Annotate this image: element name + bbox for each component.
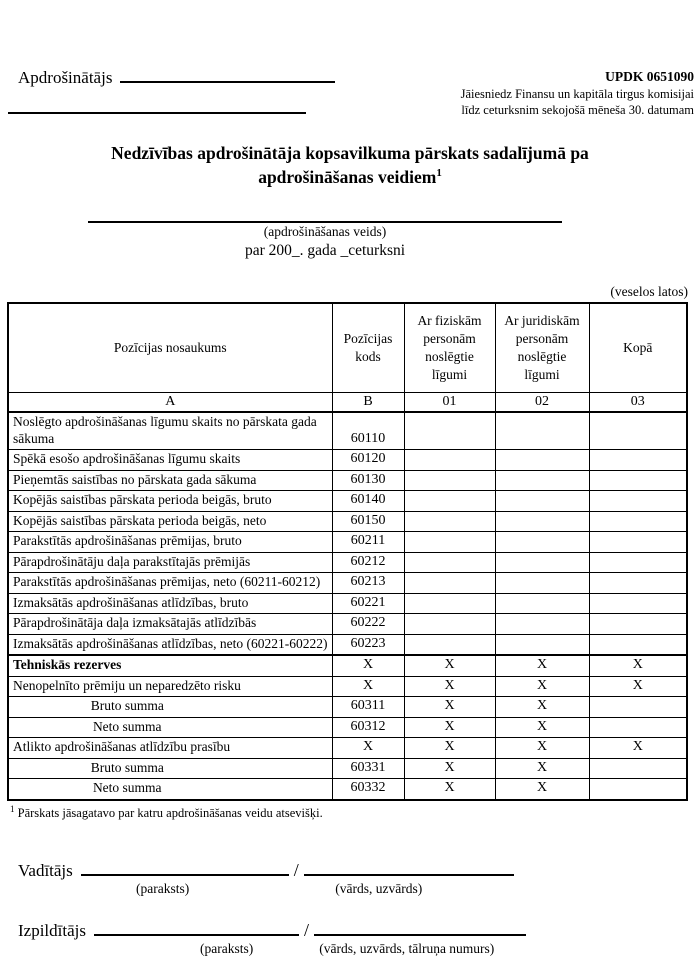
value-cell-01: X	[404, 717, 495, 738]
column-header-legal-entities: Ar juridiskām personām noslēgtie līgumi	[495, 303, 589, 393]
value-cell-01	[404, 593, 495, 614]
value-cell-02	[495, 450, 589, 471]
report-period-line: par 200_. gada _ceturksni	[244, 241, 406, 259]
column-code-02: 02	[495, 392, 589, 412]
position-name-cell: Pieņemtās saistības no pārskata gada sākuma	[8, 470, 332, 491]
insurer-line	[18, 66, 335, 119]
value-cell-02	[495, 511, 589, 532]
value-cell-01: X	[404, 655, 495, 676]
position-code-cell: 60130	[332, 470, 404, 491]
position-code-cell: 60110	[332, 412, 404, 450]
table-row	[8, 552, 687, 573]
value-cell-01: X	[404, 738, 495, 759]
footnote	[10, 804, 700, 821]
form-title-line1: Nedzīvības apdrošinātāja kopsavilkuma pārskats sadalījumā pa	[111, 142, 589, 163]
report-table	[7, 302, 688, 801]
position-code-cell: 60312	[332, 717, 404, 738]
position-name-cell: Spēkā esošo apdrošināšanas līgumu skaits	[8, 450, 332, 471]
position-name-cell: Parakstītās apdrošināšanas prēmijas, bruto	[8, 532, 332, 553]
table-row	[8, 593, 687, 614]
insurer-blank-line	[120, 66, 335, 83]
position-code-cell: 60212	[332, 552, 404, 573]
manager-signature-caption: (paraksts)	[136, 880, 190, 896]
value-cell-03	[589, 593, 687, 614]
table-row	[8, 697, 687, 718]
submission-info	[461, 66, 694, 119]
column-header-position-code: Pozīcijas kods	[332, 303, 404, 393]
value-cell-03	[589, 412, 687, 450]
value-cell-02	[495, 491, 589, 512]
table-row	[8, 634, 687, 655]
position-code-cell: 60332	[332, 779, 404, 800]
value-cell-01: X	[404, 676, 495, 697]
units-note: (veselos latos)	[610, 283, 688, 299]
value-cell-01	[404, 491, 495, 512]
signatures-section	[18, 857, 700, 956]
value-cell-01: X	[404, 697, 495, 718]
position-code-cell: 60213	[332, 573, 404, 594]
column-code-a: A	[8, 392, 332, 412]
insurer-label: Apdrošinātājs	[18, 68, 113, 87]
value-cell-02	[495, 573, 589, 594]
column-code-01: 01	[404, 392, 495, 412]
table-row	[8, 779, 687, 800]
value-cell-03	[589, 697, 687, 718]
table-row	[8, 532, 687, 553]
table-row	[8, 470, 687, 491]
value-cell-03	[589, 717, 687, 738]
position-code-cell: 60223	[332, 634, 404, 655]
position-name-cell: Atlikto apdrošināšanas atlīdzību prasību	[8, 738, 332, 759]
value-cell-03: X	[589, 676, 687, 697]
table-row	[8, 758, 687, 779]
column-code-b: B	[332, 392, 404, 412]
position-code-cell: X	[332, 655, 404, 676]
column-header-total: Kopā	[589, 303, 687, 393]
executor-slash: /	[303, 919, 309, 940]
value-cell-02	[495, 614, 589, 635]
executor-signature-caption: (paraksts)	[200, 940, 254, 956]
executor-name-caption: (vārds, uzvārds, tālruņa numurs)	[319, 940, 495, 956]
table-row	[8, 676, 687, 697]
value-cell-01	[404, 412, 495, 450]
position-name-cell: Pārapdrošinātāju daļa parakstītajās prēmijās	[8, 552, 332, 573]
value-cell-03	[589, 614, 687, 635]
value-cell-01	[404, 532, 495, 553]
position-name-cell: Kopējās saistības pārskata perioda beigās, bruto	[8, 491, 332, 512]
position-name-cell: Bruto summa	[8, 758, 332, 779]
form-top-header	[0, 0, 700, 119]
value-cell-01	[404, 470, 495, 491]
position-code-cell: 60221	[332, 593, 404, 614]
value-cell-03: X	[589, 738, 687, 759]
value-cell-01	[404, 511, 495, 532]
value-cell-03	[589, 552, 687, 573]
manager-name-blank	[304, 857, 514, 876]
table-row	[8, 511, 687, 532]
value-cell-02	[495, 634, 589, 655]
value-cell-02: X	[495, 717, 589, 738]
insurer-blank-line-2	[8, 112, 306, 114]
table-row	[8, 450, 687, 471]
position-code-cell: X	[332, 738, 404, 759]
insurance-type-blank-line	[88, 220, 562, 223]
position-code-cell: 60222	[332, 614, 404, 635]
manager-slash: /	[293, 859, 299, 880]
position-name-cell: Izmaksātās apdrošināšanas atlīdzības, bruto	[8, 593, 332, 614]
manager-signature-block	[18, 857, 700, 897]
value-cell-03	[589, 634, 687, 655]
manager-label: Vadītājs	[18, 860, 73, 880]
position-name-cell: Parakstītās apdrošināšanas prēmijas, neto (60211-60212)	[8, 573, 332, 594]
value-cell-03	[589, 758, 687, 779]
executor-signature-block	[18, 917, 700, 956]
table-body	[8, 412, 687, 800]
position-name-cell: Neto summa	[8, 717, 332, 738]
position-code-cell: 60331	[332, 758, 404, 779]
value-cell-03	[589, 450, 687, 471]
table-row	[8, 655, 687, 676]
insurance-type-block	[88, 220, 562, 260]
table-row	[8, 412, 687, 450]
value-cell-01: X	[404, 758, 495, 779]
value-cell-01	[404, 573, 495, 594]
value-cell-03	[589, 470, 687, 491]
value-cell-02: X	[495, 779, 589, 800]
position-name-cell: Neto summa	[8, 779, 332, 800]
value-cell-02: X	[495, 738, 589, 759]
value-cell-01	[404, 634, 495, 655]
value-cell-03	[589, 532, 687, 553]
table-header-row	[8, 303, 687, 393]
position-code-cell: 60120	[332, 450, 404, 471]
position-code-cell: 60311	[332, 697, 404, 718]
value-cell-02	[495, 470, 589, 491]
form-title-line2: apdrošināšanas veidiem$^1$	[258, 167, 442, 188]
form-title	[0, 141, 700, 190]
title-footnote-marker: 1	[436, 167, 442, 180]
position-code-cell: 60140	[332, 491, 404, 512]
position-name-cell: Bruto summa	[8, 697, 332, 718]
value-cell-02: X	[495, 676, 589, 697]
executor-captions	[18, 941, 700, 956]
position-code-cell: X	[332, 676, 404, 697]
submission-note-line2: līdz ceturksnim sekojošā mēneša 30. datumam	[461, 103, 694, 118]
value-cell-01	[404, 614, 495, 635]
table-row	[8, 614, 687, 635]
value-cell-02	[495, 412, 589, 450]
value-cell-02: X	[495, 758, 589, 779]
column-code-row	[8, 392, 687, 412]
executor-name-blank	[314, 917, 526, 936]
value-cell-03: X	[589, 655, 687, 676]
table-row	[8, 491, 687, 512]
value-cell-01: X	[404, 779, 495, 800]
executor-signature-blank	[94, 917, 299, 936]
position-name-cell: Tehniskās rezerves	[8, 655, 332, 676]
manager-signature-blank	[81, 857, 289, 876]
manager-name-caption: (vārds, uzvārds)	[335, 880, 423, 896]
value-cell-03	[589, 779, 687, 800]
table-row	[8, 738, 687, 759]
value-cell-02	[495, 552, 589, 573]
position-code-cell: 60150	[332, 511, 404, 532]
value-cell-02	[495, 593, 589, 614]
position-name-cell: Izmaksātās apdrošināšanas atlīdzības, neto (60221-60222)	[8, 634, 332, 655]
value-cell-03	[589, 573, 687, 594]
value-cell-01	[404, 552, 495, 573]
submission-note-line1: Jāiesniedz Finansu un kapitāla tirgus komisijai	[460, 86, 694, 101]
table-row	[8, 717, 687, 738]
value-cell-02: X	[495, 697, 589, 718]
table-row	[8, 573, 687, 594]
form-code: UPDK 0651090	[605, 69, 694, 84]
value-cell-01	[404, 450, 495, 471]
manager-captions	[18, 881, 700, 897]
position-name-cell: Noslēgto apdrošināšanas līgumu skaits no pārskata gada sākuma	[8, 412, 332, 450]
position-name-cell: Nenopelnīto prēmiju un neparedzēto risku	[8, 676, 332, 697]
manager-signature-row	[18, 857, 700, 881]
value-cell-02	[495, 532, 589, 553]
footnote-marker: 1	[10, 803, 15, 814]
position-name-cell: Pārapdrošinātāja daļa izmaksātajās atlīdzībās	[8, 614, 332, 635]
value-cell-03	[589, 511, 687, 532]
column-code-03: 03	[589, 392, 687, 412]
executor-signature-row	[18, 917, 700, 941]
column-header-individuals: Ar fiziskām personām noslēgtie līgumi	[404, 303, 495, 393]
value-cell-03	[589, 491, 687, 512]
position-code-cell: 60211	[332, 532, 404, 553]
insurance-type-caption: (apdrošināšanas veids)	[263, 223, 387, 239]
executor-label: Izpildītājs	[18, 920, 86, 940]
position-name-cell: Kopējās saistības pārskata perioda beigās, neto	[8, 511, 332, 532]
value-cell-02: X	[495, 655, 589, 676]
column-header-position-name: Pozīcijas nosaukums	[8, 303, 332, 393]
footnote-text: Pārskats jāsagatavo par katru apdrošināšanas veidu atsevišķi.	[17, 805, 323, 820]
